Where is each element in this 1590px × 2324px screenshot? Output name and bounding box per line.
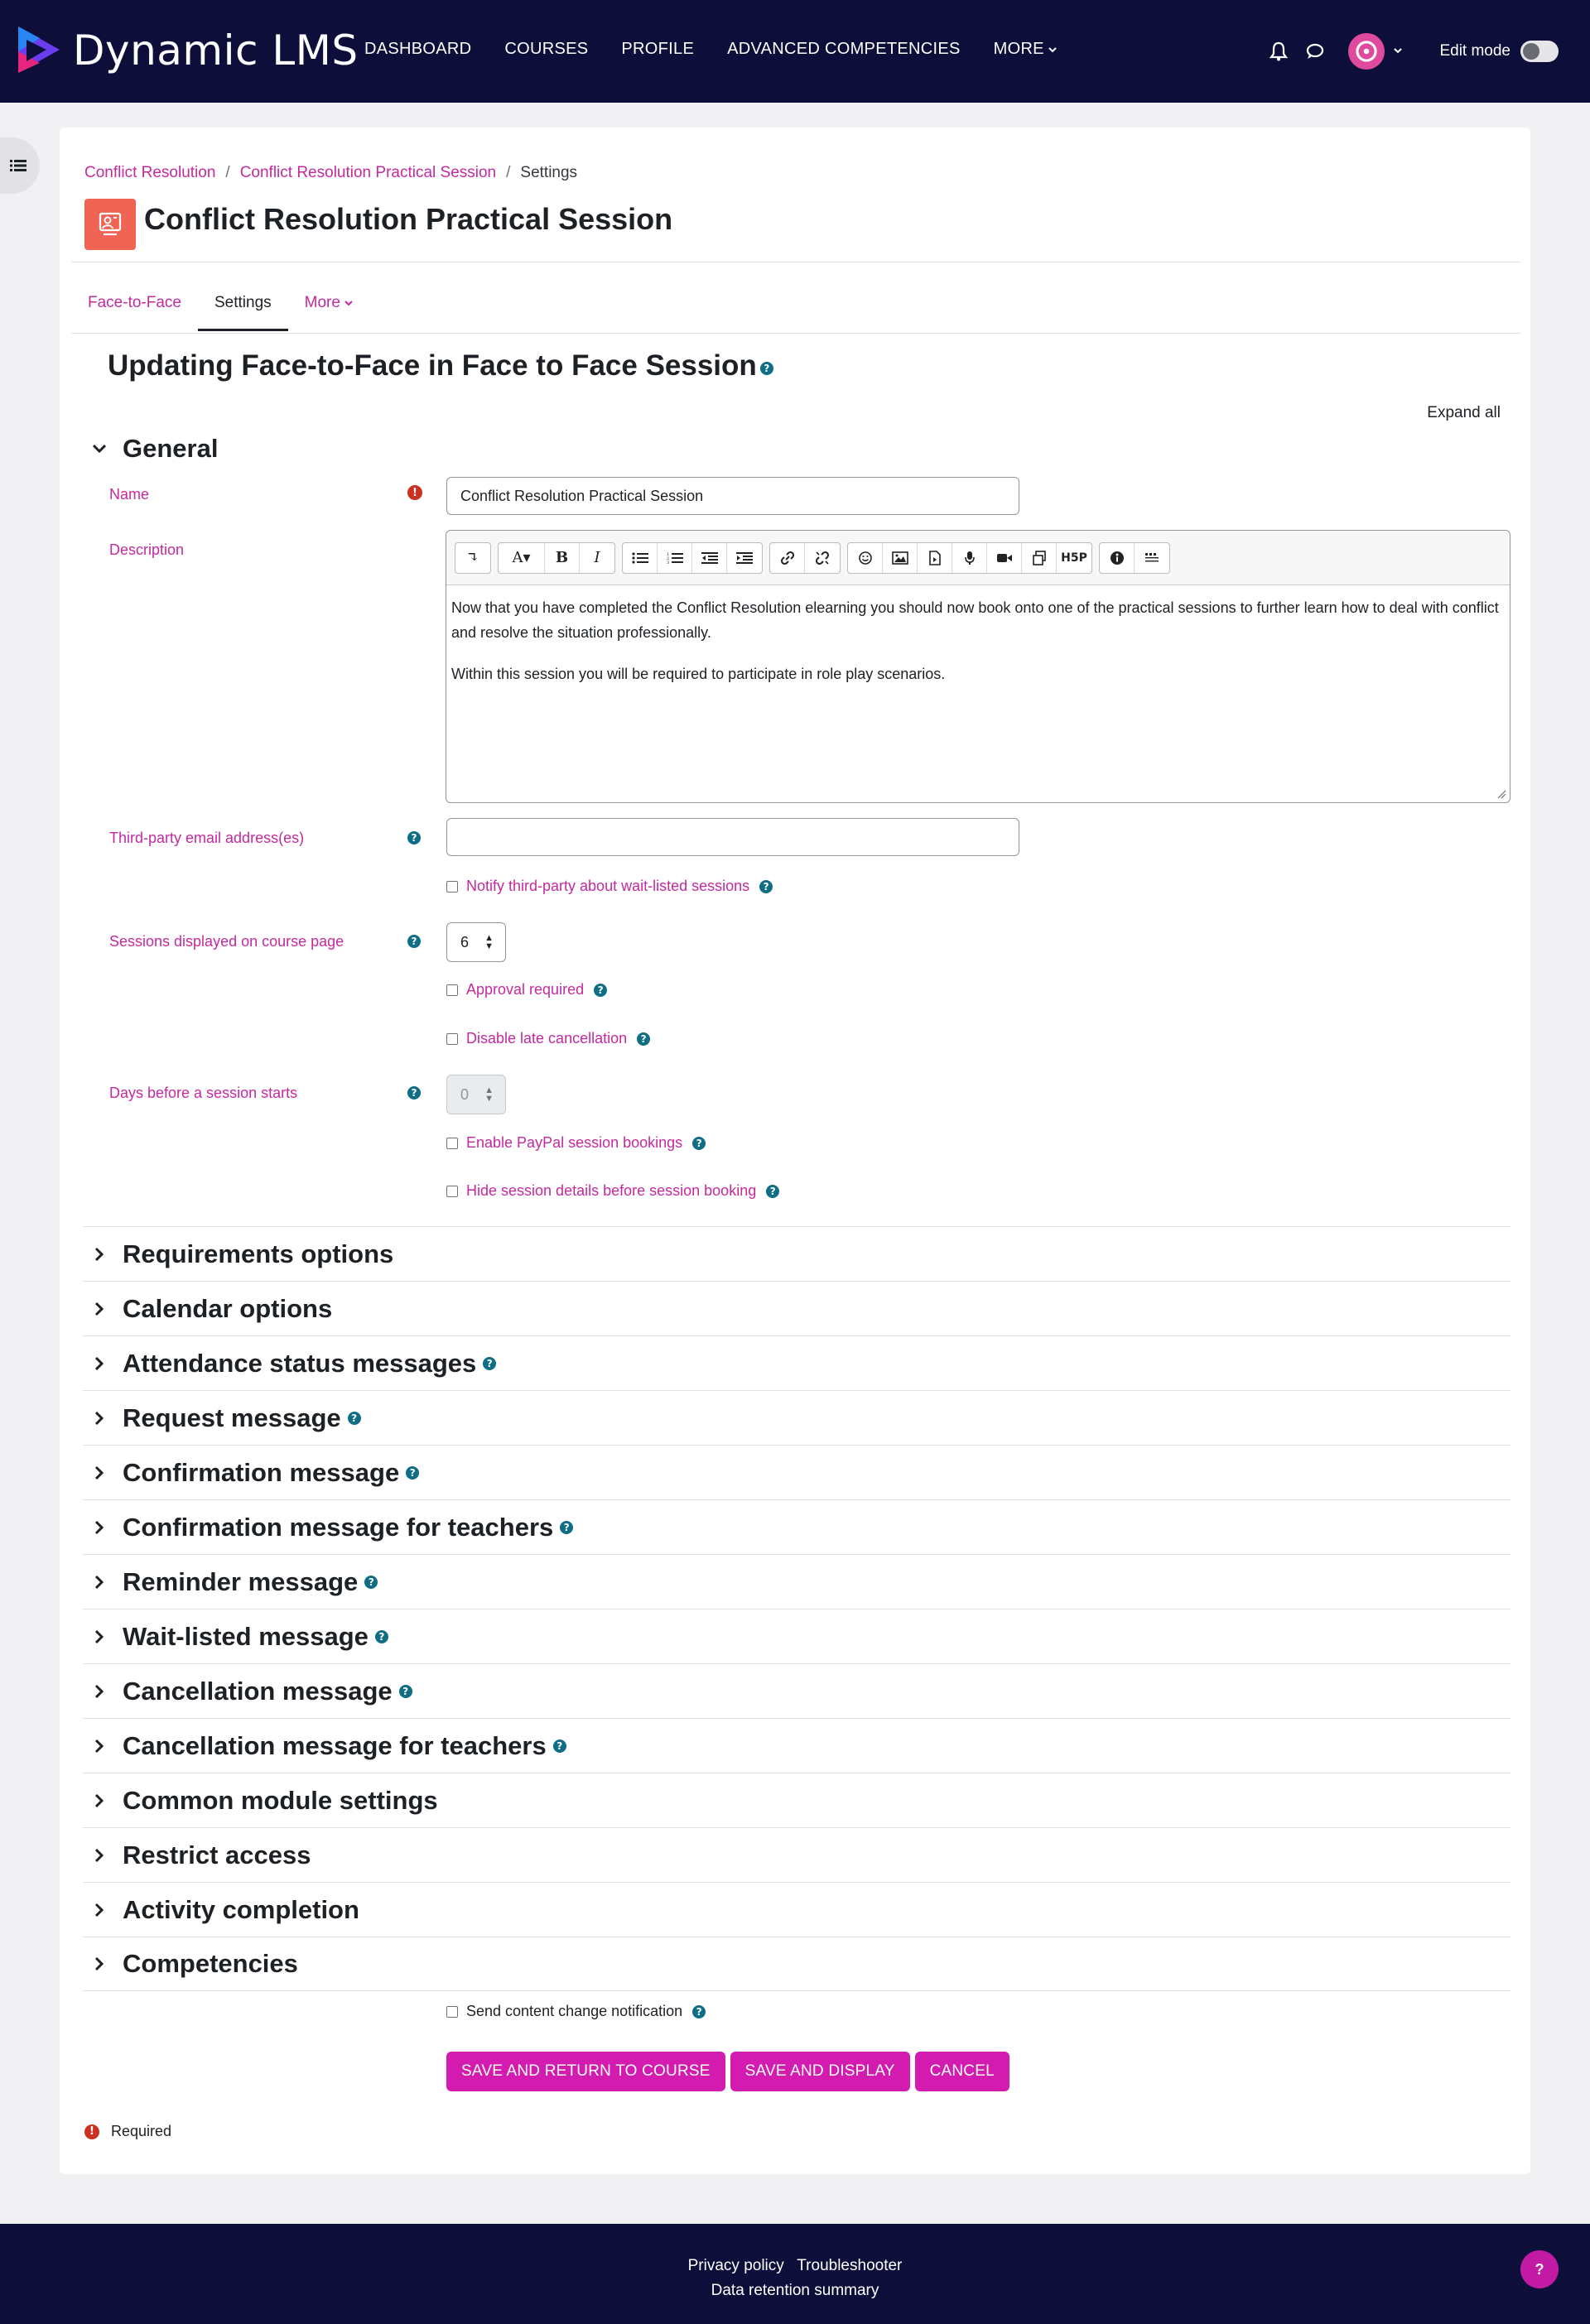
hide-details-checkbox[interactable] [446, 1186, 458, 1197]
required-icon: ! [407, 485, 422, 500]
editor-content[interactable] [446, 585, 1510, 713]
section-general-title: General [123, 434, 219, 463]
name-label: Name [109, 486, 150, 503]
days-before-select [446, 1075, 506, 1114]
send-notification-checkbox[interactable] [446, 2006, 458, 2018]
breadcrumb-current: Settings [520, 164, 578, 181]
help-icon[interactable]: ? [560, 1521, 573, 1534]
ordered-list-icon[interactable] [658, 543, 692, 573]
breadcrumb-course[interactable]: Conflict Resolution [84, 164, 216, 181]
toolbar-group-links [769, 542, 841, 574]
section-activity-completion[interactable] [83, 1882, 1510, 1937]
section-title: Cancellation message for teachers [123, 1730, 547, 1760]
tab-more[interactable] [288, 275, 370, 331]
approval-required-label[interactable]: Approval required [466, 981, 585, 998]
required-note-text: Required [111, 2123, 172, 2139]
screenreader-helper-icon[interactable] [1135, 543, 1169, 573]
brand-logo-icon[interactable] [15, 25, 61, 76]
section-cancellation-message-teachers[interactable] [83, 1718, 1510, 1773]
chevron-right-icon [89, 1463, 109, 1483]
chevron-right-icon [89, 1299, 109, 1319]
nav-courses[interactable]: COURSES [504, 40, 589, 58]
help-icon[interactable]: ? [594, 984, 607, 997]
navbar [0, 0, 1590, 103]
notify-waitlisted-checkbox[interactable] [446, 881, 458, 893]
nav-user-area [1267, 30, 1559, 73]
description-editor[interactable] [446, 530, 1510, 803]
section-competencies[interactable] [83, 1937, 1510, 1991]
nav-more-label: MORE [993, 40, 1044, 58]
disable-late-cancellation-label[interactable]: Disable late cancellation [466, 1030, 628, 1047]
indent-icon[interactable] [727, 543, 762, 573]
days-before-label: Days before a session starts [109, 1085, 298, 1101]
bold-icon[interactable]: B [545, 543, 580, 573]
help-icon[interactable]: ? [364, 1576, 378, 1589]
tab-more-label: More [304, 294, 340, 311]
enable-paypal-option [446, 1134, 706, 1152]
help-icon[interactable]: ? [407, 1086, 421, 1099]
approval-required-option [446, 981, 607, 998]
chevron-down-icon [1048, 45, 1058, 55]
help-icon[interactable]: ? [348, 1412, 361, 1425]
required-note [84, 2123, 171, 2140]
toolbar-group-extra [1099, 542, 1170, 574]
section-reminder-message[interactable] [83, 1554, 1510, 1609]
select-arrows-icon: ▲ ▼ [484, 1085, 494, 1104]
section-request-message[interactable] [83, 1390, 1510, 1445]
hide-details-label[interactable]: Hide session details before session booking [466, 1182, 757, 1199]
help-icon[interactable]: ? [760, 362, 773, 375]
chevron-right-icon [89, 1900, 109, 1920]
section-title: Cancellation message [123, 1676, 393, 1706]
section-title: Calendar options [123, 1293, 333, 1323]
chat-bubble-icon[interactable] [1303, 40, 1327, 63]
form-buttons [446, 2052, 1009, 2091]
help-icon[interactable]: ? [553, 1739, 566, 1753]
brand-name[interactable]: Dynamic LMS [73, 26, 359, 75]
sessions-displayed-select[interactable] [446, 922, 506, 962]
breadcrumb-separator: / [506, 164, 511, 181]
chevron-down-icon[interactable] [1393, 45, 1403, 58]
section-title: Attendance status messages [123, 1348, 477, 1378]
help-question-icon[interactable]: ? [1520, 2250, 1559, 2288]
section-attendance-status-messages[interactable] [83, 1335, 1510, 1390]
chevron-right-icon [89, 1408, 109, 1428]
nav-advanced-competencies[interactable]: ADVANCED COMPETENCIES [727, 40, 961, 58]
section-confirmation-message-teachers[interactable] [83, 1499, 1510, 1554]
image-icon[interactable] [883, 543, 918, 573]
notify-waitlisted-option [446, 878, 773, 895]
notify-waitlisted-label[interactable]: Notify third-party about wait-listed sessions [466, 878, 750, 894]
form-heading-text: Updating Face-to-Face in Face to Face Session [108, 349, 757, 382]
help-icon[interactable]: ? [483, 1357, 496, 1370]
svg-text:2: 2 [666, 556, 669, 561]
toolbar-group-style [498, 542, 615, 574]
chevron-right-icon [89, 1954, 109, 1974]
toolbar-toggle-icon[interactable]: ↴ [466, 549, 479, 566]
section-title: Wait-listed message [123, 1621, 369, 1651]
save-display-button[interactable]: SAVE AND DISPLAY [730, 2052, 910, 2091]
breadcrumb [84, 164, 577, 182]
section-title: Competencies [123, 1949, 298, 1978]
breadcrumb-separator: / [225, 164, 230, 181]
nav-more[interactable] [994, 40, 1058, 59]
chevron-down-icon [89, 439, 109, 459]
tab-face-to-face[interactable]: Face-to-Face [88, 294, 181, 311]
description-label: Description [109, 541, 185, 558]
section-calendar-options[interactable] [83, 1281, 1510, 1335]
outdent-icon[interactable] [692, 543, 727, 573]
video-camera-icon[interactable] [987, 543, 1022, 573]
troubleshooter-link[interactable]: Troubleshooter [797, 2257, 903, 2274]
sessions-displayed-label: Sessions displayed on course page [109, 933, 344, 950]
editor-toolbar [446, 531, 1510, 585]
help-icon[interactable]: ? [407, 935, 421, 948]
unordered-list-icon[interactable] [623, 543, 658, 573]
help-icon[interactable]: ? [399, 1685, 412, 1698]
toolbar-group-collapse [455, 542, 491, 574]
help-icon[interactable]: ? [406, 1466, 419, 1480]
help-icon[interactable]: ? [375, 1630, 388, 1643]
main-card [60, 128, 1530, 2174]
link-icon[interactable] [770, 543, 805, 573]
section-wait-listed-message[interactable] [83, 1609, 1510, 1663]
manage-files-icon[interactable] [1022, 543, 1057, 573]
section-confirmation-message[interactable] [83, 1445, 1510, 1499]
help-icon[interactable]: ? [759, 880, 773, 893]
paragraph-style-icon[interactable]: A▾ [499, 543, 545, 573]
media-file-icon[interactable] [918, 543, 952, 573]
third-party-email-input[interactable] [446, 818, 1019, 856]
cancel-button[interactable]: CANCEL [915, 2052, 1009, 2091]
chevron-right-icon [89, 1736, 109, 1756]
help-icon[interactable]: ? [692, 1137, 706, 1150]
nav-dashboard[interactable]: DASHBOARD [364, 40, 472, 58]
unlink-icon[interactable] [805, 543, 840, 573]
enable-paypal-label[interactable]: Enable PayPal session bookings [466, 1134, 683, 1151]
help-icon[interactable]: ? [407, 831, 421, 844]
section-restrict-access[interactable] [83, 1827, 1510, 1882]
chevron-right-icon [89, 1627, 109, 1647]
required-icon: ! [84, 2124, 99, 2139]
disable-late-cancellation-option [446, 1030, 650, 1047]
expand-all-link[interactable]: Expand all [1427, 404, 1501, 421]
footer-links [0, 2254, 1590, 2303]
name-input[interactable] [446, 477, 1019, 515]
days-before-value: 0 [460, 1085, 470, 1103]
save-return-button[interactable]: SAVE AND RETURN TO COURSE [446, 2052, 725, 2091]
chevron-right-icon [89, 1244, 109, 1264]
data-retention-link[interactable]: Data retention summary [711, 2282, 879, 2299]
select-arrows-icon: ▲ ▼ [484, 933, 494, 951]
help-icon[interactable]: ? [637, 1032, 650, 1046]
secondary-nav [71, 275, 370, 331]
section-general-header[interactable] [89, 434, 218, 464]
nav-profile[interactable]: PROFILE [621, 40, 695, 58]
svg-text:3: 3 [666, 560, 669, 565]
chevron-right-icon [89, 1845, 109, 1865]
chevron-right-icon [89, 1791, 109, 1811]
italic-icon[interactable]: I [594, 549, 600, 566]
chevron-right-icon [89, 1354, 109, 1374]
bell-icon[interactable] [1267, 40, 1290, 63]
description-paragraph: Within this session you will be required to participate in role play scenarios. [451, 666, 946, 682]
section-title: Confirmation message for teachers [123, 1512, 554, 1542]
list-icon [10, 158, 26, 173]
send-notification-option [446, 2003, 706, 2020]
chevron-right-icon [89, 1682, 109, 1701]
chevron-right-icon [89, 1518, 109, 1537]
section-common-module-settings[interactable] [83, 1773, 1510, 1827]
primary-nav [364, 40, 1091, 59]
resize-handle-icon[interactable] [1496, 789, 1506, 799]
disable-late-cancellation-checkbox[interactable] [446, 1033, 458, 1045]
hide-details-option [446, 1182, 779, 1200]
h5p-icon[interactable]: H5P [1061, 551, 1087, 565]
section-title: Restrict access [123, 1840, 311, 1869]
emoji-icon[interactable] [848, 543, 883, 573]
chevron-right-icon [89, 1572, 109, 1592]
send-notification-label[interactable]: Send content change notification [466, 2003, 683, 2019]
section-title: Requirements options [123, 1239, 394, 1268]
third-party-email-label: Third-party email address(es) [109, 830, 305, 846]
footer [0, 2224, 1590, 2324]
section-title: Reminder message [123, 1566, 359, 1596]
accessibility-checker-icon[interactable] [1100, 543, 1135, 573]
face-to-face-activity-icon [84, 199, 136, 250]
tab-settings[interactable]: Settings [198, 275, 288, 331]
avatar[interactable] [1348, 33, 1385, 70]
svg-text:1: 1 [666, 551, 669, 557]
section-title: Activity completion [123, 1894, 359, 1924]
enable-paypal-checkbox[interactable] [446, 1138, 458, 1149]
chevron-down-icon [344, 298, 354, 308]
microphone-icon[interactable] [952, 543, 987, 573]
edit-mode-label: Edit mode [1439, 42, 1510, 60]
toolbar-group-media [847, 542, 1092, 574]
section-title: Common module settings [123, 1785, 438, 1815]
page-title: Conflict Resolution Practical Session [144, 202, 673, 236]
description-paragraph: Now that you have completed the Conflict Resolution elearning you should now book onto one of the practical sessions to further learn how to deal with conflict and resolve the situation professionally. [451, 599, 1499, 641]
privacy-policy-link[interactable]: Privacy policy [687, 2257, 784, 2274]
help-icon[interactable]: ? [692, 2005, 706, 2018]
form-heading [108, 349, 773, 383]
section-requirements-options[interactable] [83, 1226, 1510, 1281]
section-title: Request message [123, 1403, 341, 1432]
toolbar-group-lists [622, 542, 763, 574]
edit-mode-toggle[interactable] [1520, 41, 1559, 62]
breadcrumb-activity[interactable]: Conflict Resolution Practical Session [239, 164, 497, 181]
section-cancellation-message[interactable] [83, 1663, 1510, 1718]
section-title: Confirmation message [123, 1457, 400, 1487]
divider [71, 333, 1520, 334]
sessions-displayed-value: 6 [460, 933, 470, 950]
approval-required-checkbox[interactable] [446, 984, 458, 996]
course-index-drawer-toggle[interactable] [0, 137, 40, 194]
help-icon[interactable]: ? [766, 1185, 779, 1198]
